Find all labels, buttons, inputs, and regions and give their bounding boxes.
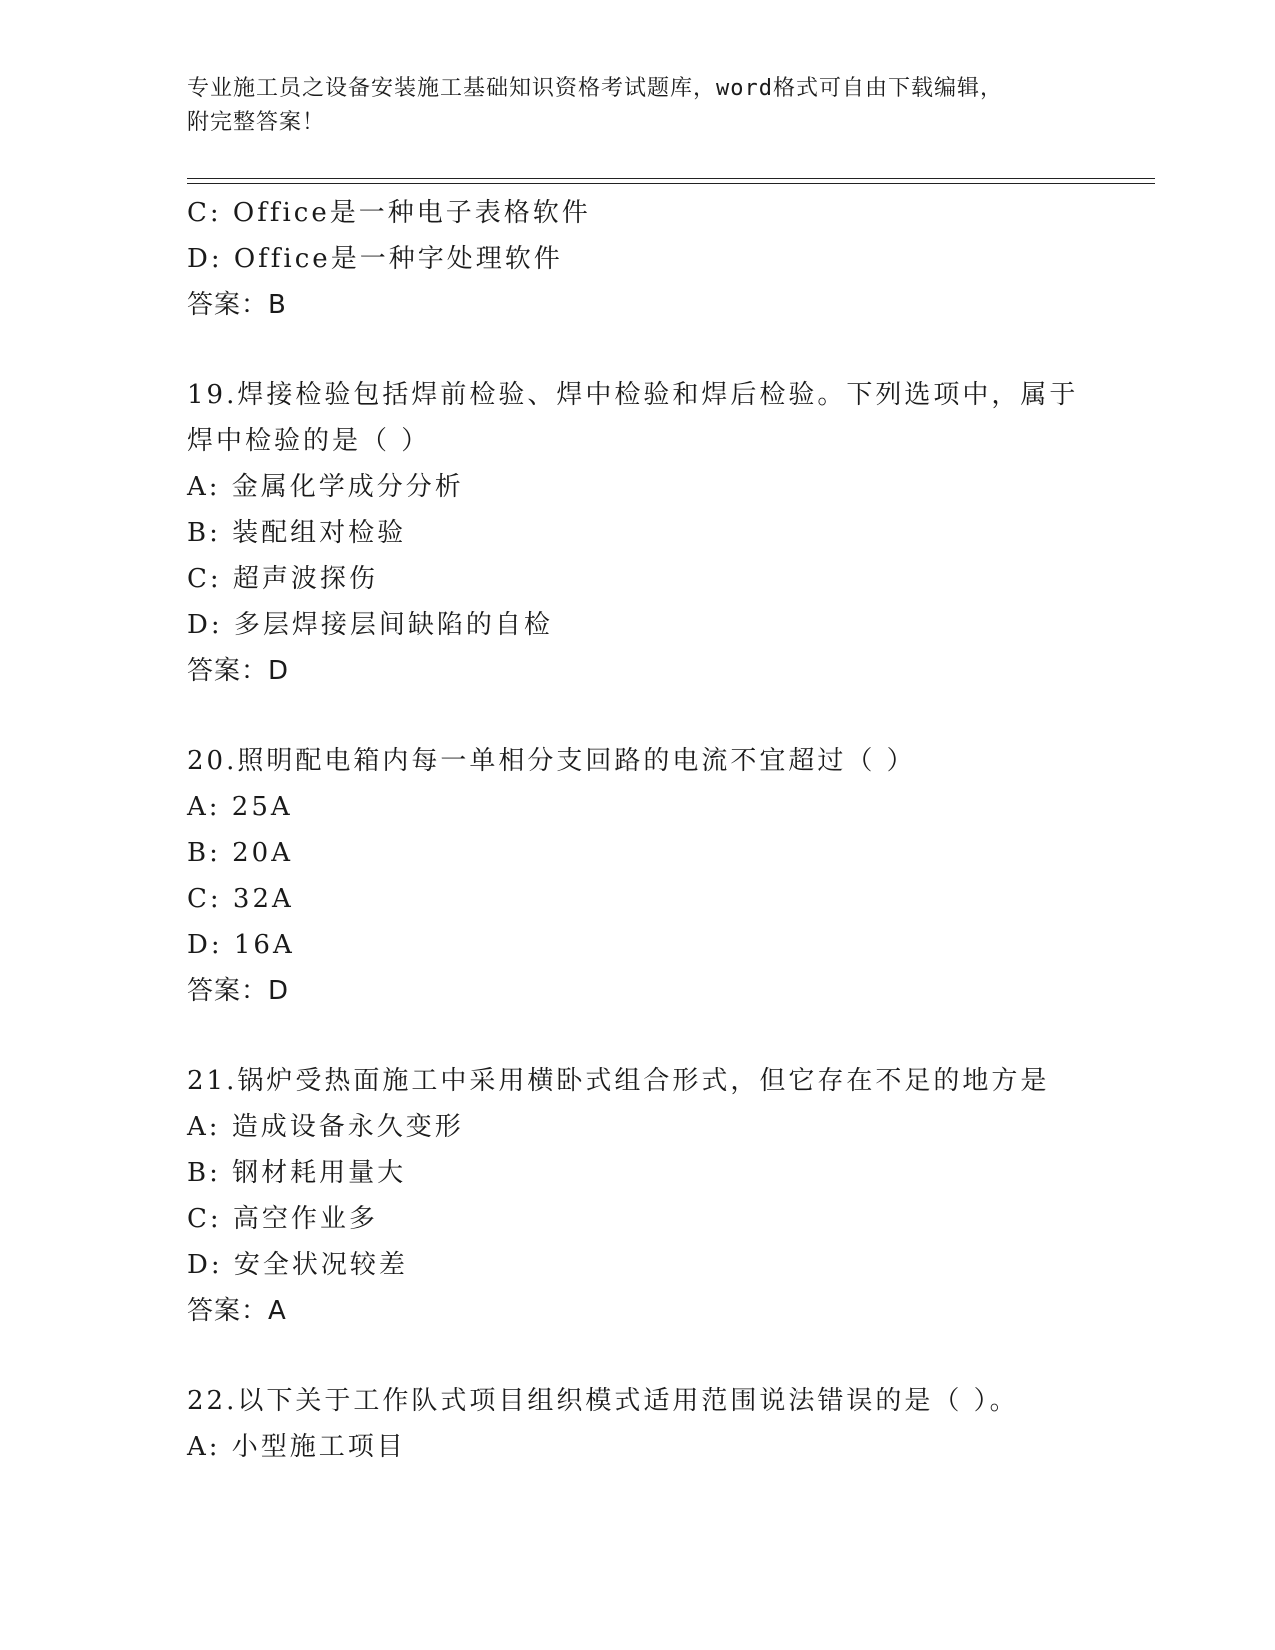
answer: 答案：B <box>187 290 287 320</box>
option-c: C: Office是一种电子表格软件 <box>187 198 591 228</box>
question-21 <box>187 1058 1155 1334</box>
spacer <box>187 1014 1155 1058</box>
question-22 <box>187 1378 1155 1470</box>
option-c: C: 高空作业多 <box>187 1204 378 1234</box>
header-line-2: 附完整答案！ <box>187 110 326 135</box>
option-a: A: 金属化学成分分析 <box>187 472 464 502</box>
question-19 <box>187 372 1155 694</box>
document-header <box>187 72 1067 140</box>
question-stem-continued: 焊中检验的是（ ） <box>187 426 431 456</box>
option-a: A: 造成设备永久变形 <box>187 1112 464 1142</box>
question-stem: 22.以下关于工作队式项目组织模式适用范围说法错误的是（ ）。 <box>187 1386 1019 1416</box>
option-b: B: 装配组对检验 <box>187 518 407 548</box>
question-20 <box>187 738 1155 1014</box>
option-d: D: 多层焊接层间缺陷的自检 <box>187 610 553 640</box>
option-d: D: 安全状况较差 <box>187 1250 408 1280</box>
spacer <box>187 694 1155 738</box>
question-stem: 19.焊接检验包括焊前检验、焊中检验和焊后检验。下列选项中，属于 <box>187 380 1079 410</box>
question-list <box>187 190 1155 1470</box>
question-stem: 20.照明配电箱内每一单相分支回路的电流不宜超过（ ） <box>187 746 916 776</box>
answer: 答案：D <box>187 976 290 1006</box>
option-c: C: 超声波探伤 <box>187 564 378 594</box>
option-a: A: 25A <box>187 792 293 822</box>
question-18 <box>187 190 1155 328</box>
option-d: D: 16A <box>187 930 295 960</box>
option-c: C: 32A <box>187 884 294 914</box>
spacer <box>187 328 1155 372</box>
option-b: B: 钢材耗用量大 <box>187 1158 407 1188</box>
header-line-1: 专业施工员之设备安装施工基础知识资格考试题库，word格式可自由下载编辑， <box>187 76 1003 101</box>
option-d: D: Office是一种字处理软件 <box>187 244 563 274</box>
header-divider-top <box>187 178 1155 179</box>
header-divider-bottom <box>187 183 1155 184</box>
answer: 答案：D <box>187 656 290 686</box>
question-stem: 21.锅炉受热面施工中采用横卧式组合形式，但它存在不足的地方是 <box>187 1066 1050 1096</box>
spacer <box>187 1334 1155 1378</box>
option-b: B: 20A <box>187 838 293 868</box>
answer: 答案：A <box>187 1296 287 1326</box>
option-a: A: 小型施工项目 <box>187 1432 406 1462</box>
